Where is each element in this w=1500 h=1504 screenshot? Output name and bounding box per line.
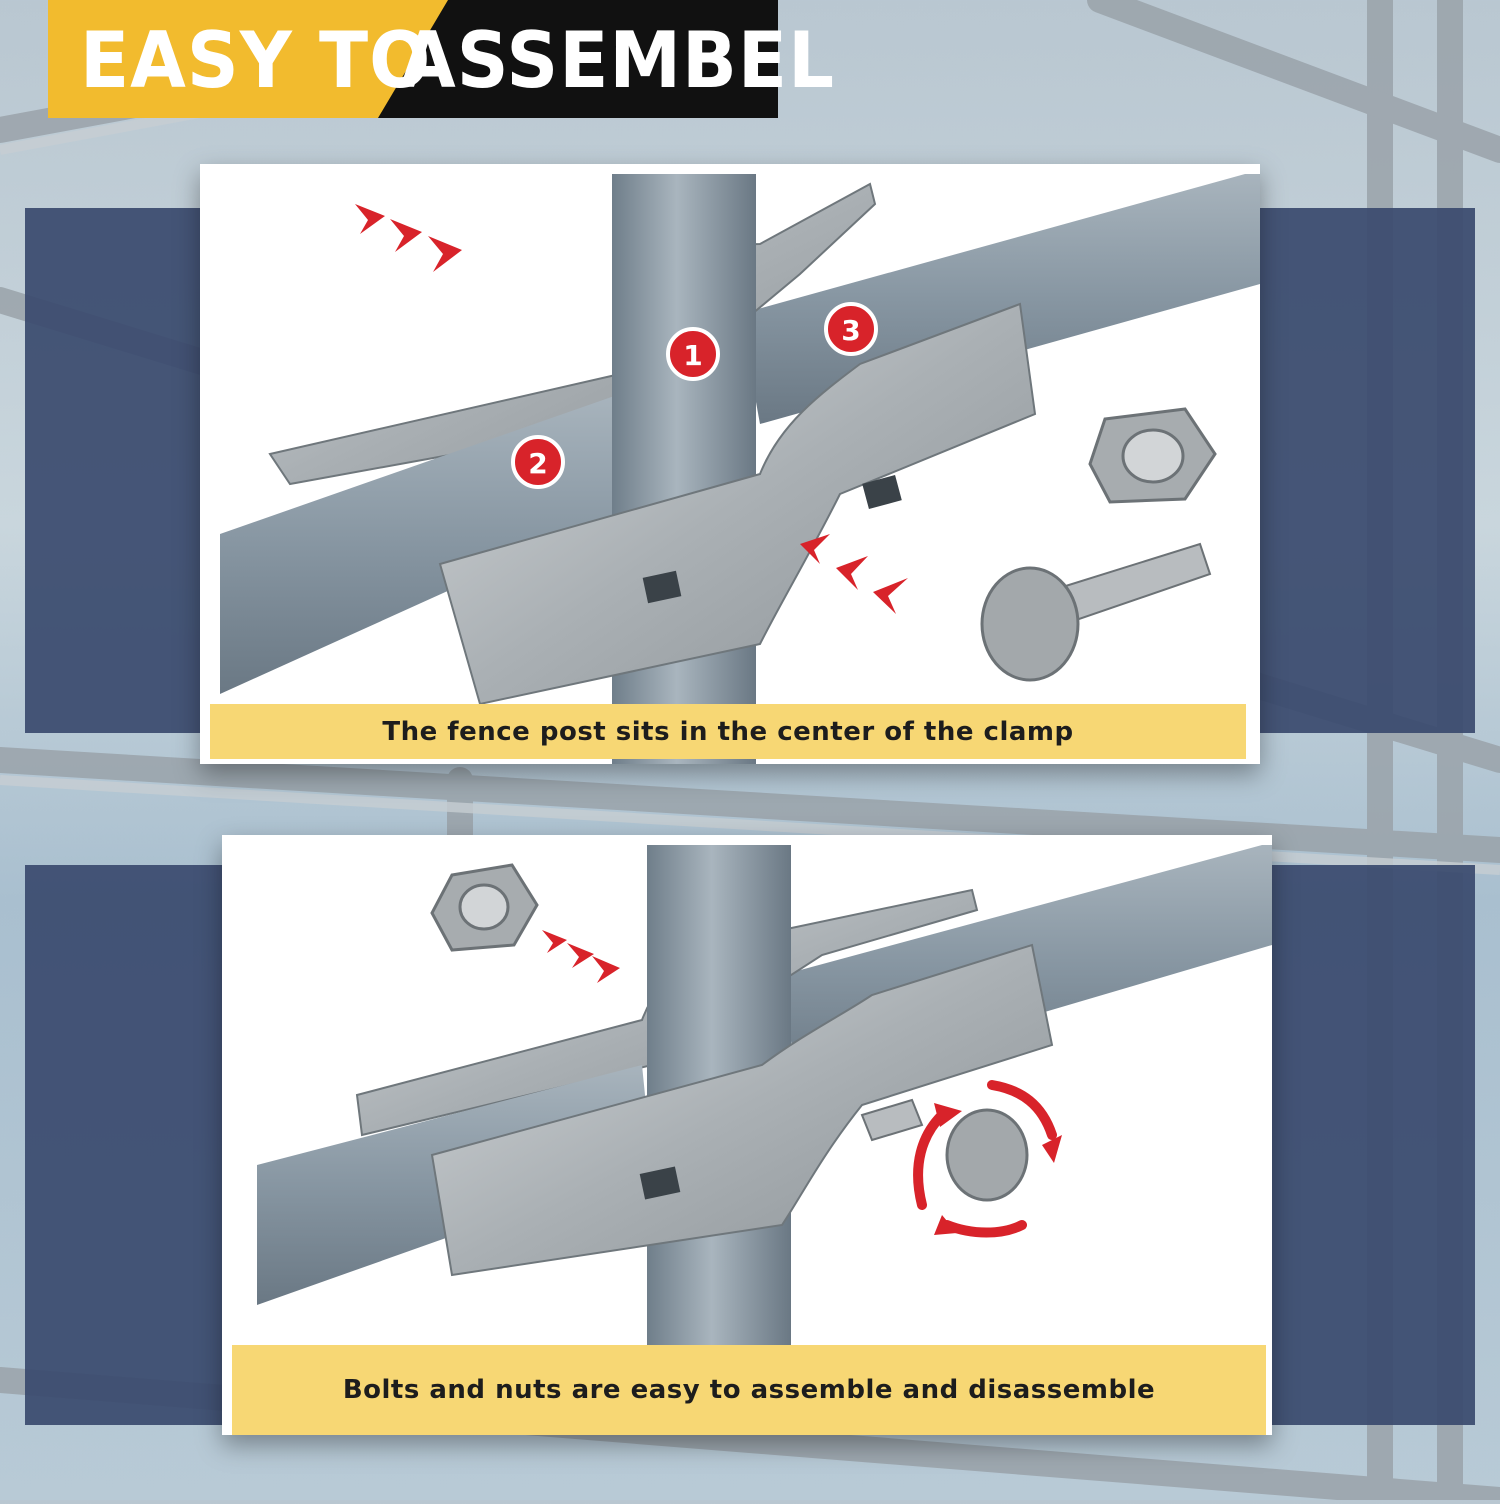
title-left-text: EASY TO — [80, 14, 432, 106]
title-banner — [48, 0, 835, 118]
fence-post — [612, 174, 756, 764]
clamp-illustration-one — [200, 164, 1260, 764]
carriage-bolt-icon — [982, 544, 1210, 680]
step-badge-1-label: 1 — [683, 339, 703, 372]
panel-step-two — [222, 835, 1272, 1435]
chevron-arrows-icon — [542, 930, 620, 983]
caption-step-two: Bolts and nuts are easy to assemble and disassemble — [232, 1345, 1266, 1435]
svg-text:2: 2 — [528, 447, 548, 480]
caption-step-one: The fence post sits in the center of the clamp — [210, 704, 1246, 759]
panel-step-one — [200, 164, 1260, 764]
step-badge-2 — [513, 437, 563, 487]
chevron-arrows-left-icon — [800, 534, 908, 614]
hex-nut-icon — [1090, 409, 1215, 502]
title-right-text: ASSEMBEL — [400, 14, 835, 106]
hex-nut-icon-two — [432, 865, 537, 950]
chevron-arrows-right-icon — [355, 204, 462, 272]
step-badge-3 — [826, 304, 876, 354]
svg-text:3: 3 — [841, 314, 861, 347]
step-badge-1 — [668, 329, 718, 379]
